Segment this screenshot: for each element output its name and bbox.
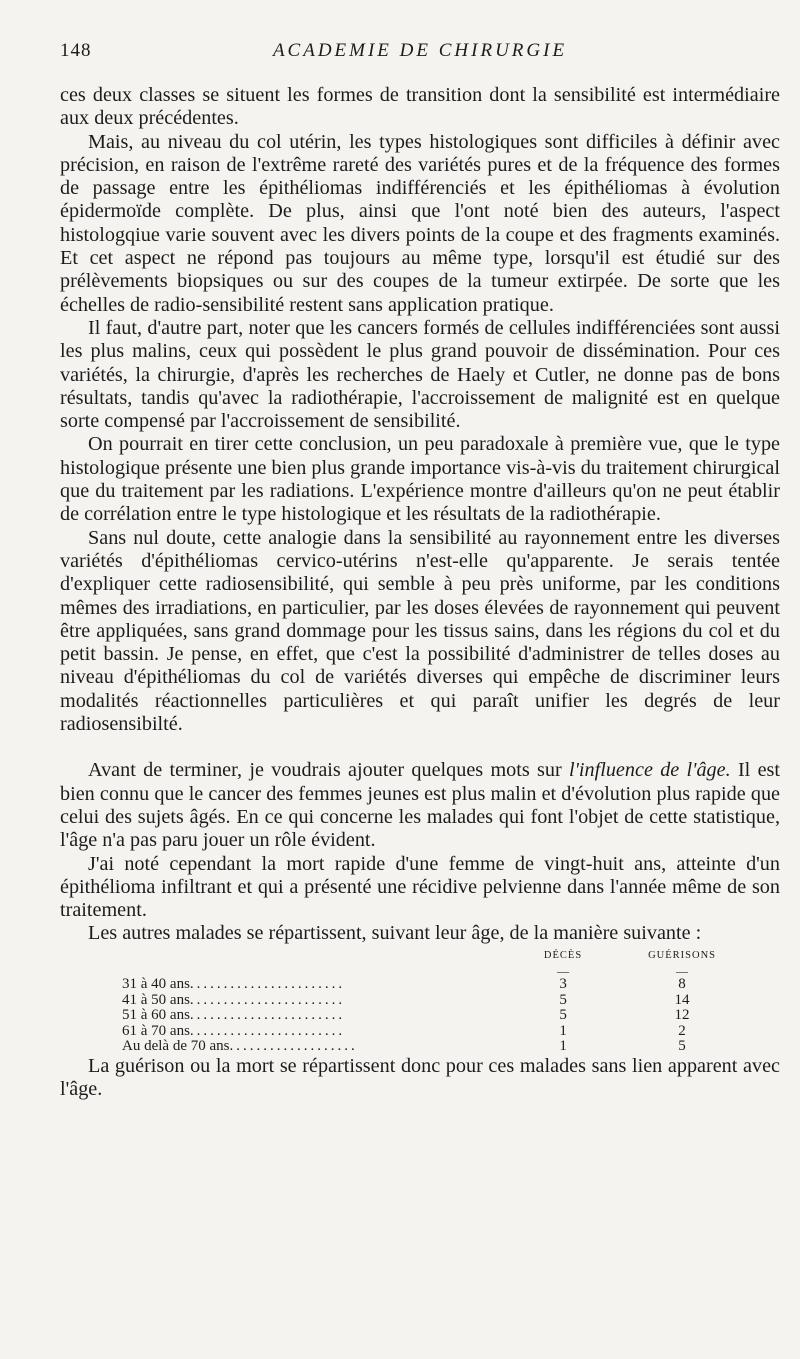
page xyxy=(60,40,780,1101)
age-distribution-table xyxy=(122,948,716,1055)
table-row xyxy=(122,993,716,1009)
guerisons-value: 14 xyxy=(674,991,690,1008)
paragraph: On pourrait en tirer cette conclusion, un peu paradoxale à première vue, que le type histologique présente une bien plus grande importance vis-à-vis du traitement chirurgical que du traitement par les radiations. L'expérience montre d'ailleurs qu'on ne peut établir de corrélation entre le type histologique et les résultats de la radiothérapie. xyxy=(60,433,780,526)
table-header-empty xyxy=(122,948,538,966)
row-label-cell xyxy=(122,977,538,993)
table-row xyxy=(122,1024,716,1040)
page-number: 148 xyxy=(60,40,92,61)
table-header-gap xyxy=(588,948,648,966)
dash-guerisons: — xyxy=(676,964,689,979)
guerisons-value: 12 xyxy=(674,1007,690,1024)
body-text xyxy=(60,84,780,1101)
running-head xyxy=(60,40,780,70)
dot-leader: ....................... xyxy=(189,992,346,1008)
row-label: 41 à 50 ans xyxy=(122,992,190,1008)
deces-value: 3 xyxy=(559,976,567,993)
gap-cell xyxy=(588,977,648,993)
dash-deces: — xyxy=(557,964,570,979)
paragraph: Sans nul doute, cette analogie dans la sensibilité au rayonnement entre les diverses variétés d'épithéliomas cervico-utérins n'est-elle qu'apparente. Je serais tentée d'expliquer cette radiosensibilité, qui semble à peu près uniforme, par les conditions mêmes des irradiations, en particulier, par les doses élevées de rayonnement qui peuvent être appliquées, sans grand dommage pour les tissus sains, dans les régions du col et du petit bassin. Je pense, en effet, que c'est la possibilité d'administrer de telles doses au niveau d'épithéliomas du col de variétés diverses qui empêche de discriminer leurs modalités réactionnelles particulières et qui paraît unifier les degrés de leur radiosensibilté. xyxy=(60,526,780,736)
journal-title: ACADEMIE DE CHIRURGIE xyxy=(272,40,568,61)
row-label: Au delà de 70 ans xyxy=(122,1039,230,1055)
deces-value: 5 xyxy=(559,1007,567,1024)
table-row xyxy=(122,977,716,993)
row-label: 31 à 40 ans xyxy=(122,977,190,993)
age-intro-italic: l'influence de l'âge. xyxy=(568,759,731,782)
guerisons-value: 8 xyxy=(678,976,686,993)
row-label-cell xyxy=(122,993,538,1009)
paragraph: Mais, au niveau du col utérin, les types histologiques sont difficiles à définir avec précision, en raison de l'extrême rareté des variétés pures et de la fréquence des formes de passage entre les épithéliomas indifférenciés et les épithéliomas à évolution épidermoïde complète. De plus, ainsi que l'ont noté bien des auteurs, l'aspect histologqiue varie souvent avec les divers points de la coupe et des fragments examinés. Et cet aspect ne répond pas toujours au même type, lorsqu'il est étudié sur des prélèvements biopsiques ou sur des coupes de la tumeur extirpée. De sorte que les échelles de radio-sensibilité restent sans application pratique. xyxy=(60,130,780,316)
dash-empty xyxy=(122,965,538,977)
row-label-cell xyxy=(122,1024,538,1040)
dot-leader: ....................... xyxy=(189,1023,346,1039)
deces-value: 5 xyxy=(559,991,567,1008)
table-header-row xyxy=(122,948,716,966)
row-label-cell xyxy=(122,1039,538,1055)
row-label: 61 à 70 ans xyxy=(122,1023,190,1039)
paragraph: ces deux classes se situent les formes de transition dont la sensibilité est intermédiaire aux deux précédentes. xyxy=(60,84,780,130)
dot-leader: ....................... xyxy=(189,1008,346,1024)
row-label-cell xyxy=(122,1008,538,1024)
age-intro-text-after: Il est bien connu que le cancer des femmes jeunes est plus malin et d'évolution plus rapide que celui des sujets âgés. En ce qui concerne les malades qui font l'objet de cette statistique, l'âge n'a pas paru jouer un rôle évident. xyxy=(60,759,781,852)
conclusion-paragraph: La guérison ou la mort se répartissent donc pour ces malades sans lien apparent avec l'âge. xyxy=(60,1054,780,1100)
guerisons-value: 2 xyxy=(678,1022,686,1039)
table-row xyxy=(122,1039,716,1055)
header-guerisons: GUÉRISONS xyxy=(648,949,716,961)
table-dash-row xyxy=(122,965,716,977)
dot-leader: ................... xyxy=(229,1039,358,1055)
dash-gap xyxy=(588,965,648,977)
row-label: 51 à 60 ans xyxy=(122,1008,190,1024)
guerisons-value: 5 xyxy=(678,1038,686,1055)
gap-cell xyxy=(588,993,648,1009)
dot-leader: ....................... xyxy=(189,977,346,993)
table-row xyxy=(122,1008,716,1024)
age-intro-paragraph xyxy=(60,759,780,852)
gap-cell xyxy=(588,1039,648,1055)
deces-value: 1 xyxy=(559,1038,567,1055)
gap-cell xyxy=(588,1024,648,1040)
paragraph: Il faut, d'autre part, noter que les cancers formés de cellules indifférenciées sont aussi les plus malins, ceux qui possèdent le plus grand pouvoir de dissémination. Pour ces variétés, la chirurgie, d'après les recherches de Haely et Cutler, ne donne pas de bons résultats, tandis qu'avec la radiothérapie, l'accroissement de malignité est en quelque sorte compensé par l'accroissement de sensibilité. xyxy=(60,316,780,433)
paragraph: Les autres malades se répartissent, suivant leur âge, de la manière suivante : xyxy=(88,922,702,945)
paragraph: J'ai noté cependant la mort rapide d'une femme de vingt-huit ans, atteinte d'un épithélioma infiltrant et qui a présenté une récidive pelvienne dans l'année même de son traitement. xyxy=(60,852,780,922)
header-deces: DÉCÈS xyxy=(543,949,583,961)
age-intro-text: Avant de terminer, je voudrais ajouter quelques mots sur xyxy=(88,759,569,782)
deces-value: 1 xyxy=(559,1022,567,1039)
gap-cell xyxy=(588,1008,648,1024)
